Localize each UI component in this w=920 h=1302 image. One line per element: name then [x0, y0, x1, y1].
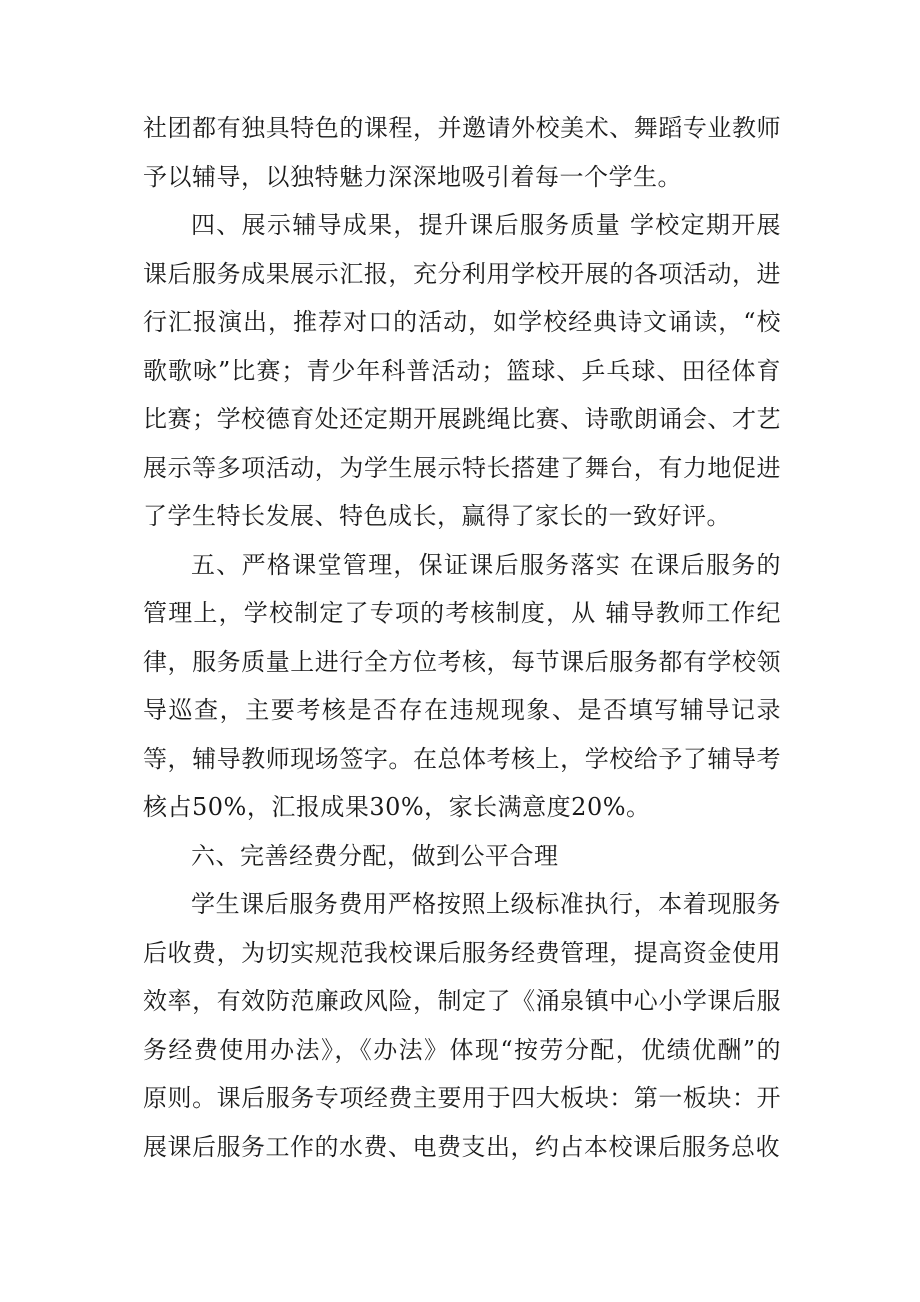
paragraph-club-courses: 社团都有独具特色的课程，并邀请外校美术、舞蹈专业教师予以辅导，以独特魅力深深地吸引着每一个学生。: [143, 114, 781, 191]
paragraph-section-four: 四、展示辅导成果，提升课后服务质量 学校定期开展课后服务成果展示汇报，充分利用学校开展的各项活动，进行汇报演出，推荐对口的活动，如学校经典诗文诵读，“校歌歌咏”比赛；青少年科普活动；篮球、乒乓球、田径体育比赛；学校德育处还定期开展跳绳比赛、诗歌朗诵会、才艺展示等多项活动，为学生展示特长搭建了舞台，有力地促进了学生特长发展、特色成长，赢得了家长的一致好评。: [143, 211, 781, 530]
paragraph-funding: 学生课后服务费用严格按照上级标准执行，本着现服务后收费，为切实规范我校课后服务经费管理，提高资金使用效率，有效防范廉政风险，制定了《涌泉镇中心小学课后服务经费使用办法》，《办法》体现“按劳分配，优绩优酬”的原则。课后服务专项经费主要用于四大板块：第一板块：开展课后服务工作的水费、电费支出，约占本校课后服务总收: [143, 890, 781, 1161]
heading-section-six: 六、完善经费分配，做到公平合理: [191, 841, 559, 870]
paragraph-section-five: 五、严格课堂管理，保证课后服务落实 在课后服务的管理上，学校制定了专项的考核制度，从 辅导教师工作纪律，服务质量上进行全方位考核，每节课后服务都有学校领导巡查，主要考核是否存在违规现象、是否填写辅导记录等，辅导教师现场签字。在总体考核上，学校给予了辅导考核占50%，汇报成果30%，家长满意度20%。: [143, 550, 781, 821]
document-body: [143, 104, 781, 1171]
